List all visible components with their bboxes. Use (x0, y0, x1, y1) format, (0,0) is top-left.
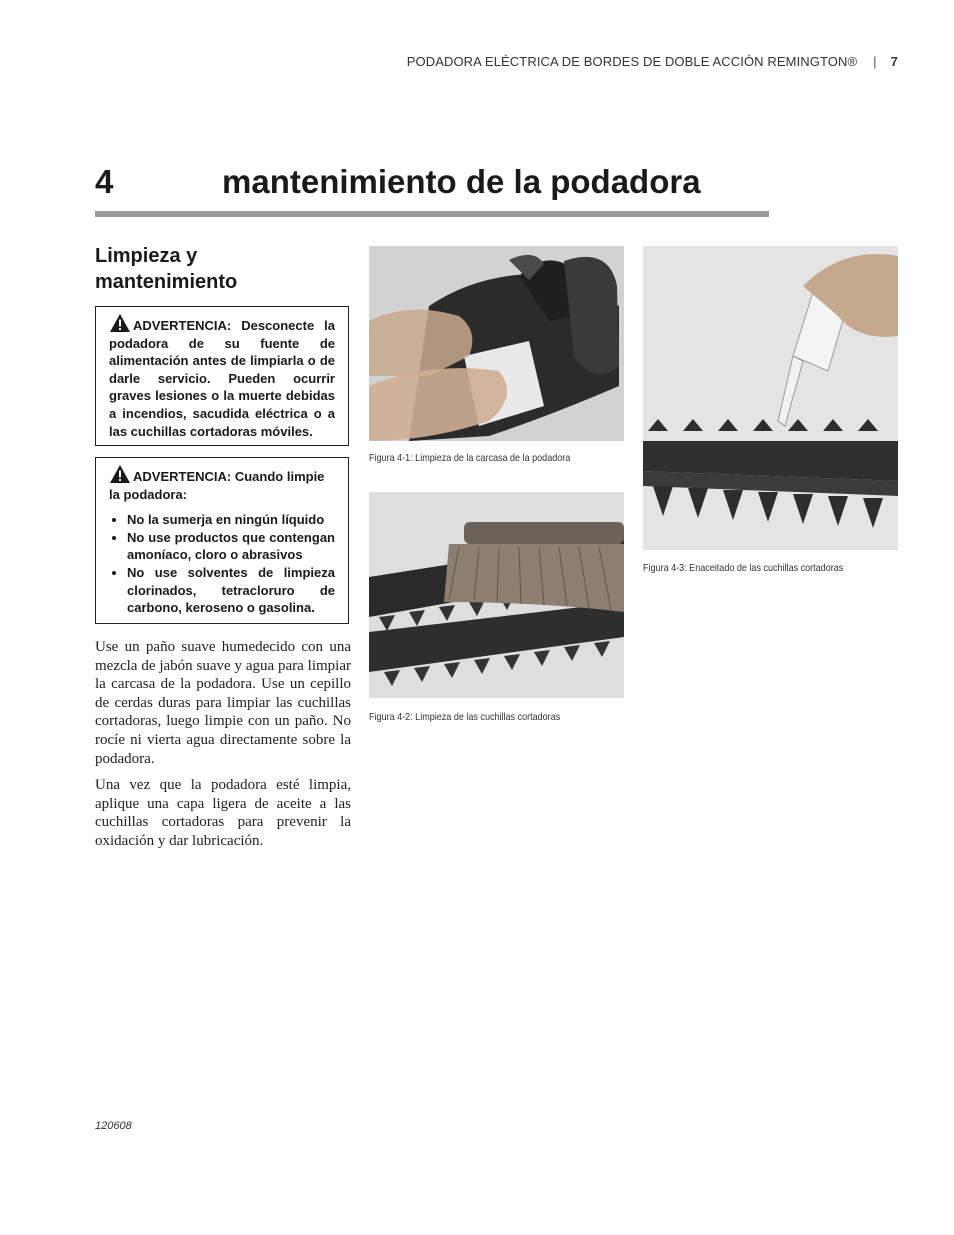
warning-text: Cuando limpie la podadora: (109, 469, 325, 502)
figure-3-caption: Figura 4-3: Enaceitado de las cuchillas cortadoras (643, 562, 844, 574)
running-title: PODADORA ELÉCTRICA DE BORDES DE DOBLE ACCIÓN REMINGTON® (406, 54, 858, 69)
page-number: 7 (890, 54, 898, 69)
warning-list (109, 511, 335, 617)
figure-1-caption: Figura 4-1: Limpieza de la carcasa de la podadora (369, 452, 571, 464)
figure-2-caption: Figura 4-2: Limpieza de las cuchillas cortadoras (369, 711, 561, 723)
warning-text: Desconecte la podadora de su fuente de alimentación antes de limpiarla o de darle servicio. Pueden ocurrir graves lesiones o la muerte debidas a incendios, sacudida eléctrica o a las cuchillas cortadoras móviles. (109, 318, 335, 439)
running-header (407, 54, 898, 69)
section-title: Limpieza y mantenimiento (95, 245, 238, 293)
document-code: 120608 (95, 1120, 132, 1132)
list-item: • No use solventes de limpieza clorinados, tetracloruro de carbono, keroseno o gasolina. (127, 564, 335, 617)
body-paragraph: Use un paño suave humedecido con una mezcla de jabón suave y agua para limpiar la carcasa de la podadora. Use un cepillo de cerdas duras para limpiar las cuchillas cortadoras, luego limpie con un paño. No rocíe ni vierta agua directamente sobre la podadora. (95, 639, 351, 767)
warning-label: ADVERTENCIA: (133, 469, 232, 484)
warning-label: ADVERTENCIA: (133, 318, 232, 333)
warning-triangle-icon (109, 464, 131, 484)
figure-2-photo (369, 492, 624, 698)
chapter-title: mantenimiento de la podadora (222, 163, 701, 200)
chapter-number: 4 (95, 163, 114, 200)
warning-box-disconnect (95, 306, 349, 446)
chapter-rule (95, 211, 769, 217)
list-item: • No use productos que contengan amoníaco, cloro o abrasivos (127, 529, 335, 564)
header-separator: | (873, 54, 877, 69)
warning-triangle-icon (109, 313, 131, 333)
warning-box-cleaning (95, 457, 349, 624)
body-text (95, 638, 351, 859)
body-paragraph: Una vez que la podadora esté limpia, aplique una capa ligera de aceite a las cuchillas cortadoras para prevenir la oxidación y dar lubricación. (95, 777, 351, 849)
figure-3-photo (643, 246, 898, 550)
figure-1-photo (369, 246, 624, 441)
list-item: • No la sumerja en ningún líquido (127, 511, 335, 529)
